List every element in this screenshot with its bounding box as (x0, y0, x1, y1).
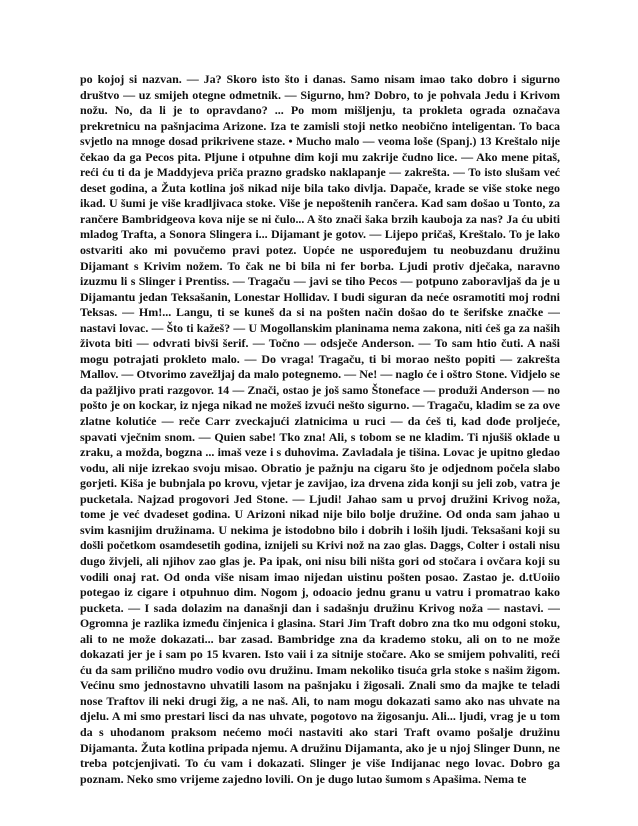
text-line-28: pucketala. Najzad progovori Jed Stone. — Ljudi! Jahao sam u prvoj družini Krivog noža, (80, 491, 560, 506)
text-line-34: potegao iz cigare i otpuhnuo dim. Nogom j, odoacio jednu granu u vatru i promatrao kako (80, 585, 560, 600)
text-line-6: čekao da ga Pecos pita. Pljune i otpuhne dim koji mu zakrije čudno lice. — Ako mene pitaš, (80, 149, 560, 164)
text-line-33: vodili onaj rat. Od onda više nisam imao nijedan uistinu pošten posao. Zastao je. d.tUoiio (80, 569, 560, 584)
text-line-15: Dijamantu jedan Teksašanin, Lonestar Hollidav. I budi siguran da neće osramotiti moj rodni (80, 289, 560, 304)
text-line-27: gorjeti. Kiša je bubnjala po krovu, vjetar je zavijao, iza drvena zida konji su jeli zob, vatra je (80, 476, 560, 491)
text-line-10: rančere Bambridgeova kova nije se ni čulo... A što znači šaka brzih kauboja za nas? Ja ću ubiti (80, 212, 560, 226)
text-line-8: deset godina, a Žuta kotlina još nikad nije bila tako divlja. Dapače, krade se više stoke nego (80, 180, 560, 195)
text-line-5: svjetlo na mnoge dosad prikrivene staze. • Mucho malo — veoma loše (Spanj.) 13 Kreštalo nije (80, 135, 560, 149)
text-line-25: zraku, a možda, bogzna ... imaš veze i s duhovima. Zavladala je tišina. Lovac je upitno gledao (80, 445, 560, 460)
text-line-44: Dijamanta. Žuta kotlina pripada njemu. A družinu Dijamanta, ako je u njoj Slinger Dunn, ne (80, 740, 560, 755)
text-line-37: ali to ne može dokazati... bar zasad. Bambridge zna da krademo stoku, ali on to ne može (80, 631, 560, 646)
text-line-38: dokazati jer je i sam po 15 kvaren. Isto vaii i za sitnije stočare. Ako se smijem pohvaliti, reći (80, 647, 560, 662)
text-line-13: Dijamant s Krivim nožem. To čak ne bi bila ni fer borba. Ljudi protiv dječaka, naravno (80, 258, 560, 273)
text-line-24: spavati vječnim snom. — Quien sabe! Tko zna! Ali, s tobom se ne kladim. Ti njušiš oklade u (80, 429, 560, 444)
text-line-22: pošto je on kockar, iz njega nikad ne možeš izvući nešto sigurno. — Tragaču, kladim se za ove (80, 398, 560, 413)
text-line-20: Mallov. — Otvorimo zavežljaj da malo potegnemo. — Ne! — naglo će i oštro Stone. Vidjelo se (80, 367, 560, 382)
text-line-7: reći ću ti da je Maddyjeva priča prazno gradsko naklapanje — zakrešta. — To isto slušam već (80, 166, 560, 180)
text-line-36: Ogromna je razlika između činjenica i glasina. Stari Jim Traft dobro zna tko mu odgoni stoku, (80, 617, 560, 631)
text-line-40: Većinu smo jednostavno uhvatili lasom na pašnjaku i žigosali. Znali smo da majke te teladi (80, 678, 560, 693)
text-line-41: nose Traftov ili neki drugi žig, a ne naš. Ali, to nam mogu dokazati samo ako nas uhvate na (80, 693, 560, 708)
text-line-17: nastavi lovac. — Što ti kažeš? — U Mogollanskim planinama nema zakona, niti ćeš ga za naših (80, 321, 560, 335)
text-line-32: dugo živjeli, ali njihov zao glas je. Pa ipak, oni nisu bili ništa gori od stočara i ovčara koji su (80, 553, 560, 568)
text-line-21: da pažljivo prati razgovor. 14 — Znači, ostao je još samo Štoneface — produži Anderson — no (80, 383, 560, 397)
text-line-14: izuzmu li s Slinger i Prentiss. — Tragaču — javi se tiho Pecos — potpuno zaboravljaš da je u (80, 274, 560, 289)
text-line-3: nožu. No, da li je to opravdano? ... Po mom mišljenju, ta prokleta ograda označava (80, 103, 560, 118)
text-line-26: vodu, ali nije izrekao svoju misao. Obratio je pažnju na cigaru što je odjednom počela slabo (80, 460, 560, 475)
text-line-1: po kojoj si nazvan. — Ja? Skoro isto što i danas. Samo nisam imao tako dobro i sigurno (80, 72, 560, 86)
text-line-12: ostvariti ako mi povučemo pravi potez. Uopće ne uspoređujem tu neobuzdanu družinu (80, 243, 560, 258)
text-line-18: života biti — odvrati bivši šerif. — Točno — odsječe Anderson. — To sam htio čuti. A naši (80, 336, 560, 351)
text-line-29: tome je već dvadeset godina. U Arizoni nikad nije bilo bolje družine. Od onda sam jahao u (80, 507, 560, 522)
text-line-11: mladog Trafta, a Sonora Slingera i... Dijamant je gotov. — Lijepo pričaš, Kreštalo. To je lako (80, 227, 560, 242)
text-line-30: svim kasnijim družinama. U nekima je istodobno bilo i dobrih i loših ljudi. Teksašani koji su (80, 522, 560, 537)
text-line-35: pucketa. — I sada dolazim na današnji dan i sadašnju družinu Krivog noža — nastavi. — (80, 600, 560, 615)
text-line-4: prekretnicu na pašnjacima Arizone. Iza te zamisli stoji netko neobično inteligentan. To baca (80, 118, 560, 133)
document-body-text (80, 72, 560, 787)
text-line-23: zlatne kolutiće — reče Carr zveckajući zlatnicima u ruci — da ćeš ti, kad dođe proljeće, (80, 414, 560, 429)
text-line-31: došli početkom osamdesetih godina, iznijeli su Krivi nož na zao glas. Daggs, Colter i ostali nisu (80, 539, 560, 553)
text-line-45: treba potcjenjivati. To ću vam i dokazati. Slinger je više Indijanac nego lovac. Dobro ga (80, 756, 560, 771)
text-line-19: mogu potrajati prokleto malo. — Do vraga! Tragaču, ti bi morao nešto popiti — zakrešta (80, 351, 560, 366)
text-line-16: Teksas. — Hm!... Langu, ti se kuneš da si na pošten način došao do te šerifske značke — (80, 305, 560, 320)
text-line-9: ikad. U šumi je više kradljivaca stoke. Više je nepoštenih rančera. Kad sam došao u Tonto, za (80, 196, 560, 211)
text-line-2: društvo — uz smijeh otegne odmetnik. — Sigurno, hm? Dobro, to je pohvala Jedu i Krivom (80, 87, 560, 102)
text-line-46: poznam. Neko smo vrijeme zajedno lovili. On je dugo lutao šumom s Apašima. Nema te (80, 771, 527, 786)
text-line-43: da s uhodanom praksom nećemo moći nastaviti ako stari Traft ovamo pošalje družinu (80, 724, 560, 739)
text-line-39: ću da sam prilično mudro vodio ovu družinu. Imam nekoliko tisuća grla stoke s našim žigom. (80, 662, 560, 677)
text-line-42: djelu. A mi smo prestari lisci da nas uhvate, pogotovo na žigosanju. Ali... ljudi, vrag je u tom (80, 709, 560, 724)
